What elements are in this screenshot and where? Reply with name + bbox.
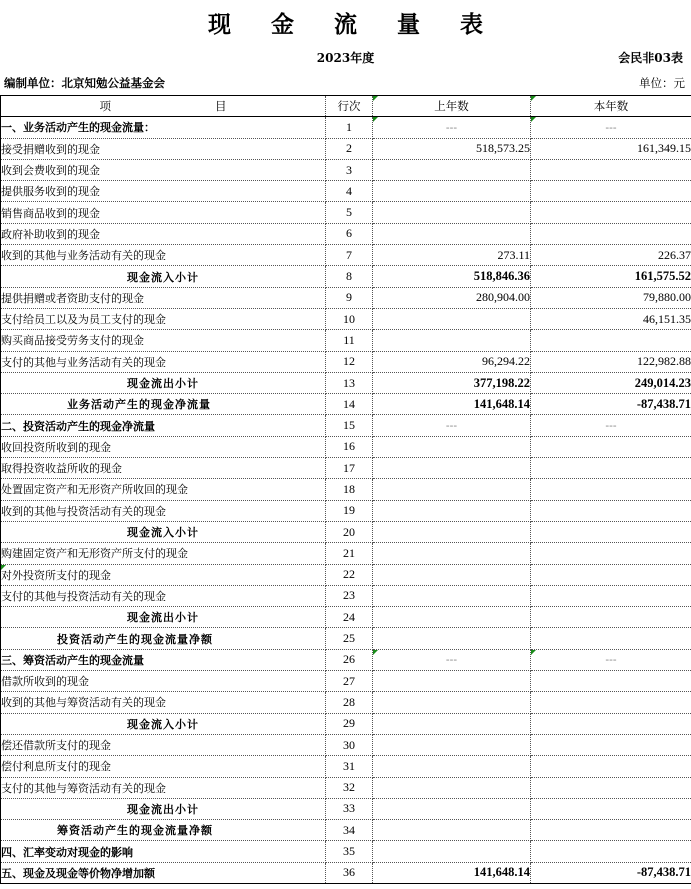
row-item: 处置固定资产和无形资产所收回的现金 xyxy=(1,479,326,500)
table-row xyxy=(1,564,691,585)
row-item: 支付的其他与业务活动有关的现金 xyxy=(1,351,326,372)
row-no: 5 xyxy=(326,202,373,223)
table-row xyxy=(1,266,691,287)
prev-value xyxy=(373,585,531,606)
row-item: 一、业务活动产生的现金流量： xyxy=(1,117,326,138)
row-item: 二、投资活动产生的现金净流量 xyxy=(1,415,326,436)
curr-value xyxy=(531,159,691,180)
prev-value xyxy=(373,692,531,713)
row-no: 33 xyxy=(326,798,373,819)
table-row xyxy=(1,351,691,372)
fiscal-year: 2023年度 xyxy=(316,51,375,65)
table-row xyxy=(1,415,691,436)
row-no: 30 xyxy=(326,734,373,755)
prev-value xyxy=(373,543,531,564)
report-title: 现 金 流 量 表 xyxy=(207,11,500,38)
table-row xyxy=(1,585,691,606)
curr-value xyxy=(531,820,691,841)
row-no: 23 xyxy=(326,585,373,606)
header-item: 项 目 xyxy=(1,96,326,117)
curr-value xyxy=(531,734,691,755)
table-row xyxy=(1,245,691,266)
row-no: 18 xyxy=(326,479,373,500)
header-row-no: 行次 xyxy=(326,96,373,117)
table-row xyxy=(1,862,691,883)
prev-value xyxy=(373,820,531,841)
table-row xyxy=(1,820,691,841)
row-item: 提供捐赠或者资助支付的现金 xyxy=(1,287,326,308)
curr-value xyxy=(531,458,691,479)
table-row xyxy=(1,543,691,564)
row-item: 取得投资收益所收的现金 xyxy=(1,458,326,479)
row-no: 2 xyxy=(326,138,373,159)
prev-value xyxy=(373,841,531,862)
prev-value xyxy=(373,458,531,479)
row-item: 五、现金及现金等价物净增加额 xyxy=(1,862,326,883)
table-row xyxy=(1,734,691,755)
row-item: 现金流出小计 xyxy=(1,372,326,393)
row-no: 20 xyxy=(326,521,373,542)
curr-value xyxy=(531,585,691,606)
row-no: 14 xyxy=(326,394,373,415)
row-no: 31 xyxy=(326,756,373,777)
row-no: 17 xyxy=(326,458,373,479)
row-item: 偿还借款所支付的现金 xyxy=(1,734,326,755)
table-row xyxy=(1,458,691,479)
prev-value xyxy=(373,223,531,244)
prev-value xyxy=(373,798,531,819)
row-no: 12 xyxy=(326,351,373,372)
prev-value xyxy=(373,159,531,180)
prev-value xyxy=(373,479,531,500)
cash-flow-table xyxy=(0,95,691,884)
prev-value: 280,904.00 xyxy=(373,287,531,308)
curr-value: 161,575.52 xyxy=(531,266,691,287)
table-row xyxy=(1,287,691,308)
table-row xyxy=(1,798,691,819)
table-row xyxy=(1,436,691,457)
prev-value xyxy=(373,756,531,777)
curr-value xyxy=(531,671,691,692)
curr-value: -87,438.71 xyxy=(531,862,691,883)
prev-value: 141,648.14 xyxy=(373,862,531,883)
row-item: 投资活动产生的现金流量净额 xyxy=(1,628,326,649)
row-item: 接受捐赠收到的现金 xyxy=(1,138,326,159)
reporting-organization: 编制单位：北京知勉公益基金会 xyxy=(4,76,165,90)
row-item: 现金流出小计 xyxy=(1,798,326,819)
row-no: 1 xyxy=(326,117,373,138)
prev-value xyxy=(373,181,531,202)
row-no: 25 xyxy=(326,628,373,649)
row-item: 政府补助收到的现金 xyxy=(1,223,326,244)
curr-value: 122,982.88 xyxy=(531,351,691,372)
curr-value: 79,880.00 xyxy=(531,287,691,308)
table-row xyxy=(1,202,691,223)
row-no: 36 xyxy=(326,862,373,883)
prev-value: 96,294.22 xyxy=(373,351,531,372)
prev-value: 141,648.14 xyxy=(373,394,531,415)
curr-value xyxy=(531,756,691,777)
prev-value xyxy=(373,330,531,351)
prev-value xyxy=(373,202,531,223)
currency-unit: 单位：元 xyxy=(639,76,685,90)
row-no: 34 xyxy=(326,820,373,841)
prev-value: --- xyxy=(373,649,531,670)
form-number: 会民非03表 xyxy=(618,51,683,65)
table-row xyxy=(1,521,691,542)
curr-value: --- xyxy=(531,117,691,138)
row-item: 偿付利息所支付的现金 xyxy=(1,756,326,777)
curr-value xyxy=(531,798,691,819)
curr-value xyxy=(531,777,691,798)
curr-value xyxy=(531,543,691,564)
curr-value: 226.37 xyxy=(531,245,691,266)
prev-value xyxy=(373,713,531,734)
prev-value: 518,573.25 xyxy=(373,138,531,159)
curr-value: --- xyxy=(531,415,691,436)
header-prev-year: 上年数 xyxy=(373,96,531,117)
table-row xyxy=(1,394,691,415)
row-item: 三、筹资活动产生的现金流量 xyxy=(1,649,326,670)
prev-value xyxy=(373,671,531,692)
row-item: 现金流入小计 xyxy=(1,266,326,287)
table-row xyxy=(1,138,691,159)
row-no: 29 xyxy=(326,713,373,734)
table-row xyxy=(1,308,691,329)
prev-value xyxy=(373,734,531,755)
row-no: 6 xyxy=(326,223,373,244)
table-row xyxy=(1,671,691,692)
table-row xyxy=(1,223,691,244)
row-no: 32 xyxy=(326,777,373,798)
row-item: 收到会费收到的现金 xyxy=(1,159,326,180)
row-no: 11 xyxy=(326,330,373,351)
row-item: 收到的其他与投资活动有关的现金 xyxy=(1,500,326,521)
row-item: 购买商品接受劳务支付的现金 xyxy=(1,330,326,351)
header-this-year: 本年数 xyxy=(531,96,691,117)
row-no: 15 xyxy=(326,415,373,436)
row-no: 8 xyxy=(326,266,373,287)
table-row xyxy=(1,181,691,202)
row-item: 支付给员工以及为员工支付的现金 xyxy=(1,308,326,329)
row-item: 现金流入小计 xyxy=(1,521,326,542)
row-no: 22 xyxy=(326,564,373,585)
prev-value xyxy=(373,436,531,457)
curr-value: --- xyxy=(531,649,691,670)
prev-value: --- xyxy=(373,117,531,138)
row-item: 收到的其他与业务活动有关的现金 xyxy=(1,245,326,266)
curr-value xyxy=(531,564,691,585)
row-no: 4 xyxy=(326,181,373,202)
row-no: 27 xyxy=(326,671,373,692)
row-no: 13 xyxy=(326,372,373,393)
row-item: 现金流入小计 xyxy=(1,713,326,734)
table-row xyxy=(1,330,691,351)
row-no: 3 xyxy=(326,159,373,180)
row-no: 24 xyxy=(326,607,373,628)
row-no: 16 xyxy=(326,436,373,457)
prev-value xyxy=(373,521,531,542)
curr-value xyxy=(531,202,691,223)
prev-value xyxy=(373,777,531,798)
curr-value xyxy=(531,607,691,628)
row-item: 销售商品收到的现金 xyxy=(1,202,326,223)
table-row xyxy=(1,479,691,500)
row-item: 四、汇率变动对现金的影响 xyxy=(1,841,326,862)
row-no: 21 xyxy=(326,543,373,564)
curr-value xyxy=(531,500,691,521)
curr-value xyxy=(531,713,691,734)
table-row xyxy=(1,756,691,777)
prev-value xyxy=(373,564,531,585)
table-header-row xyxy=(1,96,691,117)
row-item: 现金流出小计 xyxy=(1,607,326,628)
row-item: 筹资活动产生的现金流量净额 xyxy=(1,820,326,841)
table-row xyxy=(1,500,691,521)
table-row xyxy=(1,713,691,734)
row-no: 7 xyxy=(326,245,373,266)
prev-value: --- xyxy=(373,415,531,436)
table-row xyxy=(1,841,691,862)
prev-value: 518,846.36 xyxy=(373,266,531,287)
curr-value xyxy=(531,330,691,351)
row-item: 借款所收到的现金 xyxy=(1,671,326,692)
curr-value xyxy=(531,628,691,649)
row-no: 19 xyxy=(326,500,373,521)
row-no: 9 xyxy=(326,287,373,308)
prev-value: 377,198.22 xyxy=(373,372,531,393)
table-row xyxy=(1,117,691,138)
table-row xyxy=(1,607,691,628)
table-row xyxy=(1,777,691,798)
curr-value: 46,151.35 xyxy=(531,308,691,329)
prev-value xyxy=(373,607,531,628)
row-item: 收到的其他与筹资活动有关的现金 xyxy=(1,692,326,713)
prev-value: 273.11 xyxy=(373,245,531,266)
curr-value: 161,349.15 xyxy=(531,138,691,159)
row-item: 收回投资所收到的现金 xyxy=(1,436,326,457)
table-row xyxy=(1,692,691,713)
prev-value xyxy=(373,500,531,521)
curr-value xyxy=(531,436,691,457)
table-row xyxy=(1,649,691,670)
table-row xyxy=(1,372,691,393)
table-row xyxy=(1,159,691,180)
row-no: 35 xyxy=(326,841,373,862)
curr-value xyxy=(531,223,691,244)
row-item: 对外投资所支付的现金 xyxy=(1,564,326,585)
row-no: 10 xyxy=(326,308,373,329)
row-item: 支付的其他与筹资活动有关的现金 xyxy=(1,777,326,798)
table-row xyxy=(1,628,691,649)
row-item: 支付的其他与投资活动有关的现金 xyxy=(1,585,326,606)
curr-value: 249,014.23 xyxy=(531,372,691,393)
curr-value xyxy=(531,479,691,500)
prev-value xyxy=(373,628,531,649)
curr-value xyxy=(531,521,691,542)
row-item: 业务活动产生的现金净流量 xyxy=(1,394,326,415)
row-item: 购建固定资产和无形资产所支付的现金 xyxy=(1,543,326,564)
curr-value xyxy=(531,692,691,713)
prev-value xyxy=(373,308,531,329)
curr-value xyxy=(531,841,691,862)
curr-value: -87,438.71 xyxy=(531,394,691,415)
curr-value xyxy=(531,181,691,202)
row-item: 提供服务收到的现金 xyxy=(1,181,326,202)
row-no: 26 xyxy=(326,649,373,670)
row-no: 28 xyxy=(326,692,373,713)
